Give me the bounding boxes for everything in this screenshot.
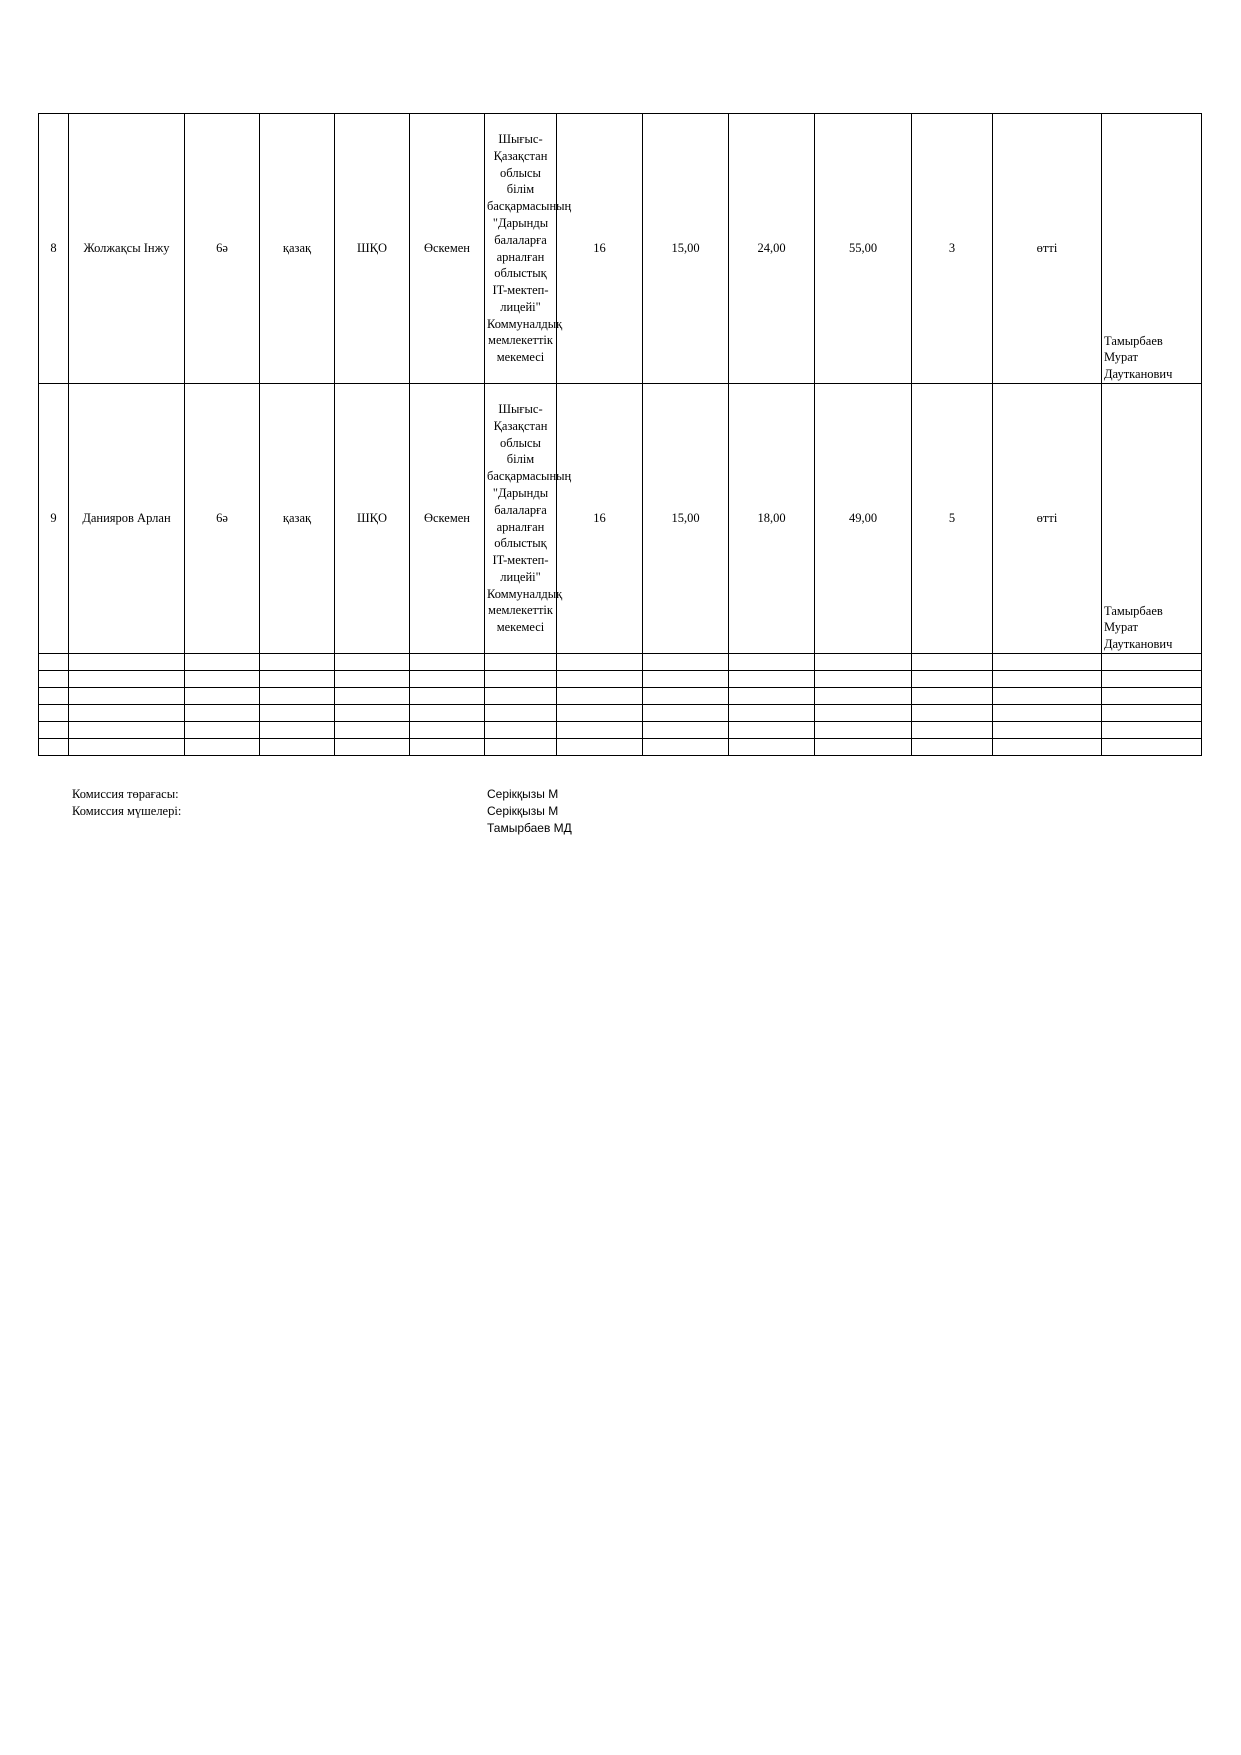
cell-score1: 16 [557,384,643,654]
empty-row [39,722,1202,739]
commission-members-label: Комиссия мүшелері: [72,804,182,818]
cell-grade: 6ә [185,384,260,654]
cell-name: Данияров Арлан [69,384,185,654]
cell-name: Жолжақсы Інжу [69,114,185,384]
cell-score2: 15,00 [643,114,729,384]
empty-row [39,705,1202,722]
commission-member-1: Серікқызы М [487,804,559,818]
commission-chair-label: Комиссия төрағасы: [72,787,179,801]
cell-school: Шығыс-Қазақстан облысы білім басқармасының "Дарынды балаларға арналған облыстық IT-мектеп-лицейі" Коммуналдық мемлекеттік мекемесі [485,114,557,384]
cell-city: Өскемен [410,384,485,654]
cell-school: Шығыс-Қазақстан облысы білім басқармасының "Дарынды балаларға арналған облыстық IT-мектеп-лицейі" Коммуналдық мемлекеттік мекемесі [485,384,557,654]
cell-language: қазақ [260,114,335,384]
commission-chair-name: Серікқызы М [487,787,559,801]
commission-member-2: Тамырбаев МД [487,821,572,835]
cell-total: 55,00 [815,114,912,384]
cell-score3: 18,00 [729,384,815,654]
table-row [39,114,1202,384]
cell-num: 9 [39,384,69,654]
cell-teacher: Тамырбаев Мурат Даутканович [1102,384,1202,654]
cell-teacher: Тамырбаев Мурат Даутканович [1102,114,1202,384]
cell-score2: 15,00 [643,384,729,654]
empty-row [39,654,1202,671]
cell-score1: 16 [557,114,643,384]
empty-row [39,671,1202,688]
cell-city: Өскемен [410,114,485,384]
cell-region: ШҚО [335,384,410,654]
empty-row [39,688,1202,705]
results-table [38,113,1202,756]
cell-place: 3 [912,114,993,384]
cell-place: 5 [912,384,993,654]
cell-language: қазақ [260,384,335,654]
cell-region: ШҚО [335,114,410,384]
cell-status: өтті [993,384,1102,654]
cell-grade: 6ә [185,114,260,384]
cell-score3: 24,00 [729,114,815,384]
cell-num: 8 [39,114,69,384]
cell-total: 49,00 [815,384,912,654]
empty-row [39,739,1202,756]
cell-status: өтті [993,114,1102,384]
table-row [39,384,1202,654]
